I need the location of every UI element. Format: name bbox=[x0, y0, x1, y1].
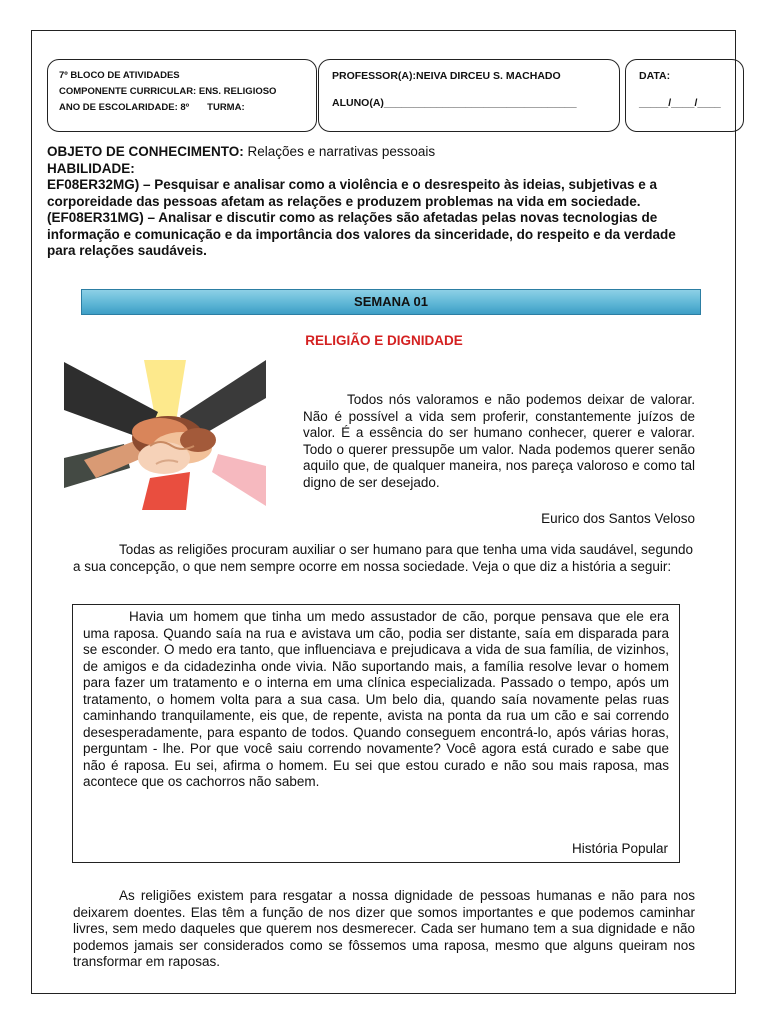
quote-block bbox=[303, 392, 695, 491]
story-text: Havia um homem que tinha um medo assustador de cão, porque pensava que ele era uma raposa. Quando saía na rua e avistava um cão, podia ser distante, saía em disparada para se esconder. O medo era tanto, que influenciava e prejudicava a vida de sua família, de vizinhos, de amigos e da cidadezinha onde vivia. Não suportando mais, a família resolve levar o homem para fazer um tratamento e o interna em uma clínica especializada. Passado o tempo, após um tratamento, o homem volta para a sua casa. Um belo dia, quando saía novamente pelas ruas caminhando tranquilamente, eis que, de repente, avista na ponta da rua um cão e sai correndo desesperadamente, para espanto de todos. Quando conseguem encontrá-lo, após várias horas, perguntam - lhe. Por que você saiu correndo novamente? Você agora está curado e sabe que não é raposa. Eu sei, afirma o homem. Eu sei que estou curado e não sou mais raposa, mas acontece que os cachorros não sabem. bbox=[83, 609, 669, 789]
hands-together-icon bbox=[64, 360, 266, 510]
section-title: RELIGIÃO E DIGNIDADE bbox=[305, 333, 463, 348]
header-date bbox=[625, 59, 744, 132]
turma-label: TURMA: bbox=[207, 102, 245, 113]
professor-label: PROFESSOR(A):NEIVA DIRCEU S. MACHADO bbox=[332, 70, 561, 82]
objeto-conhecimento bbox=[47, 144, 707, 161]
story-source: História Popular bbox=[571, 841, 668, 856]
objeto-label: OBJETO DE CONHECIMENTO: bbox=[47, 144, 244, 159]
habilidade-ef32: EF08ER32MG) – Pesquisar e analisar como a violência e o desrespeito às ideias, subjetivas e a corporeidade das pessoas afetam as relações e produzem problemas na vida em sociedade. bbox=[47, 177, 658, 209]
quote-author: Eurico dos Santos Veloso bbox=[541, 511, 695, 526]
ano-turma-row bbox=[59, 100, 316, 116]
ano-label: ANO DE ESCOLARIDADE: 8º bbox=[59, 102, 190, 113]
aluno-field[interactable]: ALUNO(A)_________________________________ bbox=[332, 97, 577, 109]
data-field[interactable]: _____/____/____ bbox=[639, 97, 721, 109]
habilidade-ef31: (EF08ER31MG) – Analisar e discutir como as relações são afetadas pelas novas tecnologias de informação e comunicação e da importância dos valores da sinceridade, do respeito e da verdade para relações saudáveis. bbox=[47, 210, 676, 258]
closing-paragraph: As religiões existem para resgatar a nossa dignidade de pessoas humanas e não para nos deixarem doentes. Elas têm a função de nos dizer que somos importantes e que podemos caminhar livres, sem medo daqueles que querem nos desmerecer. Cada ser humano tem a sua dignidade e não podemos jamais ser considerados como se fôssemos uma raposa, mesmo que alguns queiram nos transformar em raposas. bbox=[73, 888, 695, 969]
data-label: DATA: bbox=[639, 70, 671, 82]
componente-label: COMPONENTE CURRICULAR: ENS. RELIGIOSO bbox=[59, 86, 277, 97]
semana-banner: SEMANA 01 bbox=[81, 289, 701, 315]
intro-paragraph: Todas as religiões procuram auxiliar o ser humano para que tenha uma vida saudável, segundo a sua concepção, o que nem sempre ocorre em nossa sociedade. Veja o que diz a história a seguir: bbox=[73, 542, 693, 574]
bloco-label: 7º BLOCO DE ATIVIDADES bbox=[59, 70, 180, 81]
story-box bbox=[72, 604, 680, 863]
objeto-text: Relações e narrativas pessoais bbox=[243, 144, 436, 159]
habilidade-label: HABILIDADE: bbox=[47, 160, 135, 176]
header-school-info bbox=[47, 59, 317, 132]
quote-text: Todos nós valoramos e não podemos deixar de valorar. Não é possível a vida sem proferir, constantemente juízos de valor. É a essência do ser humano conhecer, querer e valorar. Todo o querer pressupõe um valor. Nada podemos querer senão aquilo que, de qualquer maneira, nos pareça valoroso e como tal digno de ser desejado. bbox=[303, 392, 695, 490]
header-teacher-student bbox=[318, 59, 620, 132]
objetivos-block bbox=[47, 144, 707, 260]
